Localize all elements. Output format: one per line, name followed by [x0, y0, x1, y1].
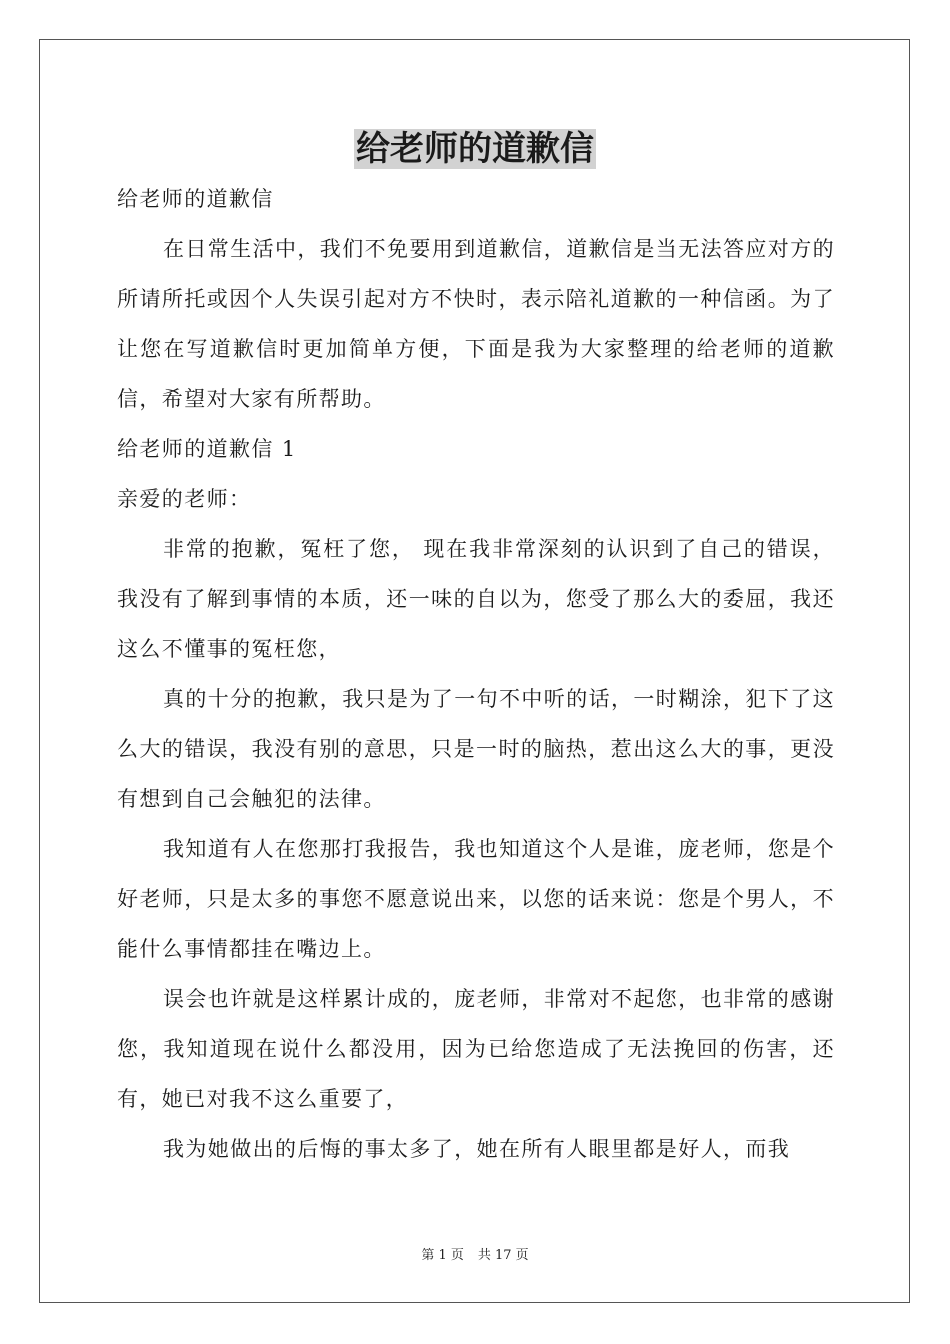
page-total: 共 17 页 [477, 1248, 529, 1263]
document-title [0, 124, 950, 174]
page-number: 第 1 页 [421, 1248, 464, 1263]
document-body [117, 174, 835, 1174]
paragraph-body-4: 误会也许就是这样累计成的，庞老师，非常对不起您，也非常的感谢您，我知道现在说什么都没用，因为已给您造成了无法挽回的伤害，还有，她已对我不这么重要了， [117, 987, 835, 1111]
paragraph-salutation: 亲爱的老师： [117, 487, 252, 511]
paragraph-section-title: 给老师的道歉信 1 [117, 437, 297, 461]
paragraph-body-1: 非常的抱歉，冤枉了您， 现在我非常深刻的认识到了自己的错误，我没有了解到事情的本质，还一味的自以为，您受了那么大的委屈，我还这么不懂事的冤枉您， [117, 537, 835, 661]
paragraph-body-5: 我为她做出的后悔的事太多了，她在所有人眼里都是好人，而我 [163, 1137, 791, 1161]
paragraph-body-3: 我知道有人在您那打我报告，我也知道这个人是谁，庞老师，您是个好老师，只是太多的事您不愿意说出来，以您的话来说：您是个男人，不能什么事情都挂在嘴边上。 [117, 837, 835, 961]
paragraph-heading: 给老师的道歉信 [117, 187, 274, 211]
paragraph-intro: 在日常生活中，我们不免要用到道歉信，道歉信是当无法答应对方的所请所托或因个人失误引起对方不快时，表示陪礼道歉的一种信函。为了让您在写道歉信时更加简单方便，下面是我为大家整理的给老师的道歉信，希望对大家有所帮助。 [117, 237, 835, 411]
document-title-text: 给老师的道歉信 [356, 129, 594, 169]
paragraph-body-2: 真的十分的抱歉，我只是为了一句不中听的话，一时糊涂，犯下了这么大的错误，我没有别的意思，只是一时的脑热，惹出这么大的事，更没有想到自己会触犯的法律。 [117, 687, 835, 811]
page-footer [0, 1246, 950, 1266]
